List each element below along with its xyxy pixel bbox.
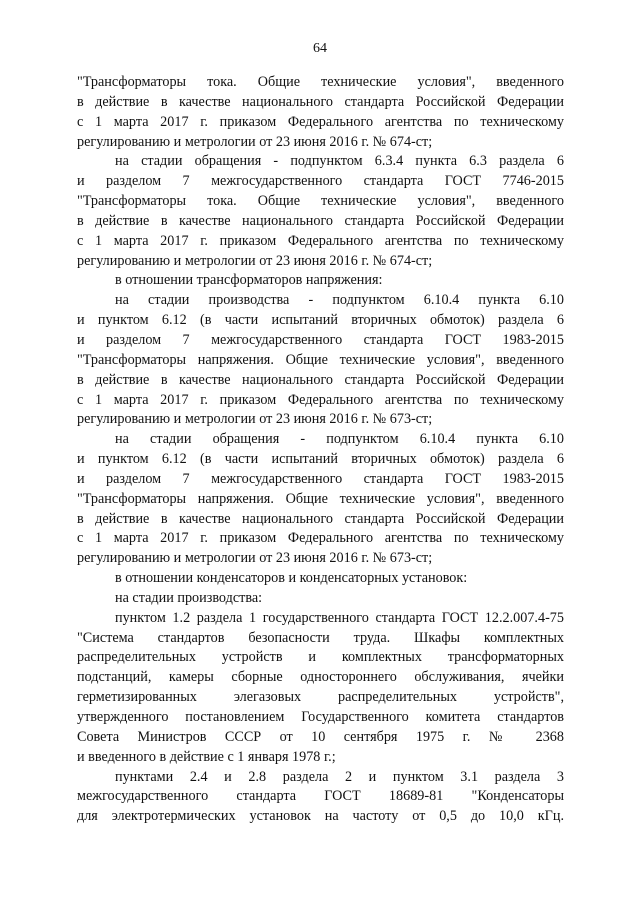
text-line: регулированию и метрологии от 23 июня 2016 г. № 674-ст; xyxy=(77,252,433,269)
text-line: с 1 марта 2017 г. приказом Федерального агентства по техническому xyxy=(77,232,564,249)
text-line: регулированию и метрологии от 23 июня 2016 г. № 674-ст; xyxy=(77,133,433,150)
text-line: в действие в качестве национального стандарта Российской Федерации xyxy=(77,510,564,527)
text-line: в отношении конденсаторов и конденсаторных установок: xyxy=(115,570,468,587)
text-line: в отношении трансформаторов напряжения: xyxy=(115,272,383,289)
text-line: пунктами 2.4 и 2.8 раздела 2 и пунктом 3.1 раздела 3 xyxy=(115,768,564,785)
text-line: в действие в качестве национального стандарта Российской Федерации xyxy=(77,371,564,388)
text-line: регулированию и метрологии от 23 июня 2016 г. № 673-ст; xyxy=(77,411,433,428)
text-line: "Система стандартов безопасности труда. Шкафы комплектных xyxy=(77,629,564,646)
text-line: "Трансформаторы напряжения. Общие технические условия", введенного xyxy=(77,351,564,368)
text-line: распределительных устройств и комплектных трансформаторных xyxy=(77,649,564,666)
text-line: подстанций, камеры сборные одностороннего обслуживания, ячейки xyxy=(77,669,564,686)
text-line: Совета Министров СССР от 10 сентября 1975 г. № 2368 xyxy=(77,728,564,745)
text-line: и пунктом 6.12 (в части испытаний вторичных обмоток) раздела 6 xyxy=(77,312,564,329)
document-body xyxy=(77,73,564,827)
paragraph xyxy=(77,430,564,569)
text-line: и разделом 7 межгосударственного стандарта ГОСТ 1983-2015 xyxy=(77,470,564,487)
text-line: регулированию и метрологии от 23 июня 2016 г. № 673-ст; xyxy=(77,550,433,567)
text-line: в действие в качестве национального стандарта Российской Федерации xyxy=(77,212,564,229)
text-line: "Трансформаторы напряжения. Общие технические условия", введенного xyxy=(77,490,564,507)
text-line: "Трансформаторы тока. Общие технические условия", введенного xyxy=(77,74,564,90)
text-line: и разделом 7 межгосударственного стандарта ГОСТ 7746-2015 xyxy=(77,173,564,190)
paragraph xyxy=(77,291,564,430)
paragraph xyxy=(77,569,564,589)
text-line: межгосударственного стандарта ГОСТ 18689-81 "Конденсаторы xyxy=(77,788,564,805)
paragraph xyxy=(77,609,564,768)
text-line: для электротермических установок на частоту от 0,5 до 10,0 кГц. xyxy=(77,808,564,825)
text-line: на стадии обращения - подпунктом 6.10.4 пункта 6.10 xyxy=(115,431,564,448)
text-line: на стадии производства: xyxy=(115,589,263,606)
text-line: пунктом 1.2 раздела 1 государственного стандарта ГОСТ 12.2.007.4-75 xyxy=(115,609,564,626)
text-line: на стадии производства - подпунктом 6.10.4 пункта 6.10 xyxy=(115,292,564,309)
text-line: и пунктом 6.12 (в части испытаний вторичных обмоток) раздела 6 xyxy=(77,451,564,468)
text-line: с 1 марта 2017 г. приказом Федерального агентства по техническому xyxy=(77,530,564,547)
paragraph xyxy=(77,589,564,609)
text-line: с 1 марта 2017 г. приказом Федерального агентства по техническому xyxy=(77,391,564,408)
page-number: 64 xyxy=(313,41,327,56)
text-line: и разделом 7 межгосударственного стандарта ГОСТ 1983-2015 xyxy=(77,331,564,348)
text-line: с 1 марта 2017 г. приказом Федерального агентства по техническому xyxy=(77,113,564,130)
text-line: "Трансформаторы тока. Общие технические условия", введенного xyxy=(77,193,564,210)
text-line: на стадии обращения - подпунктом 6.3.4 пункта 6.3 раздела 6 xyxy=(115,153,564,170)
paragraph xyxy=(77,73,564,152)
paragraph xyxy=(77,271,564,291)
text-line: в действие в качестве национального стандарта Российской Федерации xyxy=(77,93,564,110)
text-line: и введенного в действие с 1 января 1978 г.; xyxy=(77,748,336,765)
paragraph xyxy=(77,768,564,828)
text-line: утвержденного постановлением Государственного комитета стандартов xyxy=(77,709,564,725)
text-line: герметизированных элегазовых распределительных устройств", xyxy=(77,689,564,706)
paragraph xyxy=(77,152,564,271)
